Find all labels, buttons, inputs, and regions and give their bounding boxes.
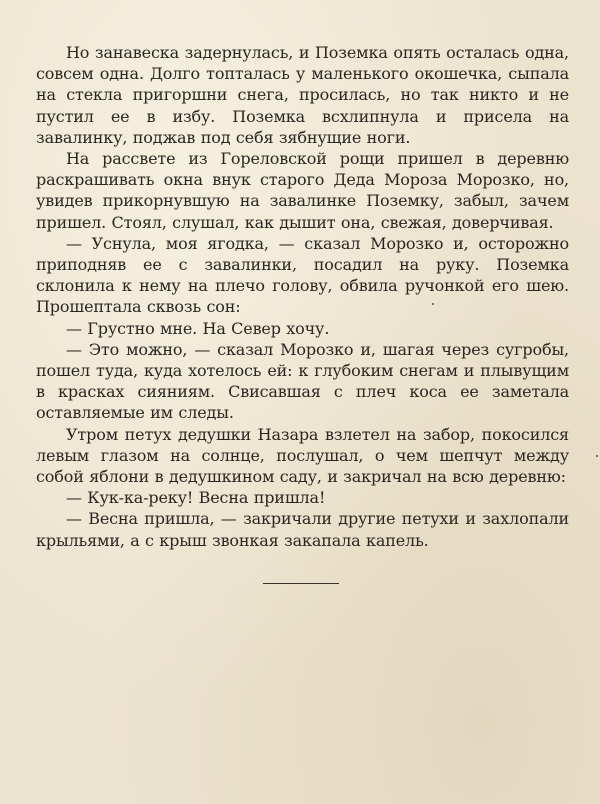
paragraph-8: — Весна пришла, — закричали другие петухи и захлопали крыльями, а с крыш звонкая закапала капель. — [36, 509, 569, 550]
story-text — [36, 42, 569, 551]
paper-speck — [596, 455, 598, 457]
paragraph-6: Утром петух дедушки Назара взлетел на забор, покосился левым глазом на солнце, послушал, о чем шепчут между собой яблони в дедушкином саду, и закричал на всю деревню: — [36, 424, 569, 487]
paragraph-5: — Это можно, — сказал Морозко и, шагая через сугробы, пошел туда, куда хотелось ей: к глубоким снегам и плывущим в красках сияниям. Свисавшая с плеч коса ее заметала оставляемые им следы. — [36, 339, 569, 423]
paragraph-7: — Кук-ка-реку! Весна пришла! — [66, 488, 326, 508]
paragraph-4: — Грустно мне. На Север хочу. — [66, 318, 330, 338]
paragraph-2: На рассвете из Гореловской рощи пришел в деревню раскрашивать окна внук старого Деда Мороза Морозко, но, увидев прикорнувшую на завалинке Поземку, забыл, зачем пришел. Стоял, слушал, как дышит она, свежая, доверчивая. — [36, 149, 569, 232]
section-divider — [263, 583, 339, 584]
paragraph-3: — Уснула, моя ягодка, — сказал Морозко и, осторожно приподняв ее с завалинки, посадил на руку. Поземка склонила к нему на плечо голову, обвила ручонкой его шею. Прошептала сквозь сон: — [36, 233, 569, 317]
paragraph-1: Но занавеска задернулась, и Поземка опять осталась одна, совсем одна. Долго топталась у маленького окошечка, сыпала на стекла пригоршни снега, просилась, но так никто и не пустил ее в избу. Поземка всхлипнула и присела на завалинку, поджав под себя зябнущие ноги. — [36, 43, 569, 147]
paper-speck — [432, 303, 434, 305]
